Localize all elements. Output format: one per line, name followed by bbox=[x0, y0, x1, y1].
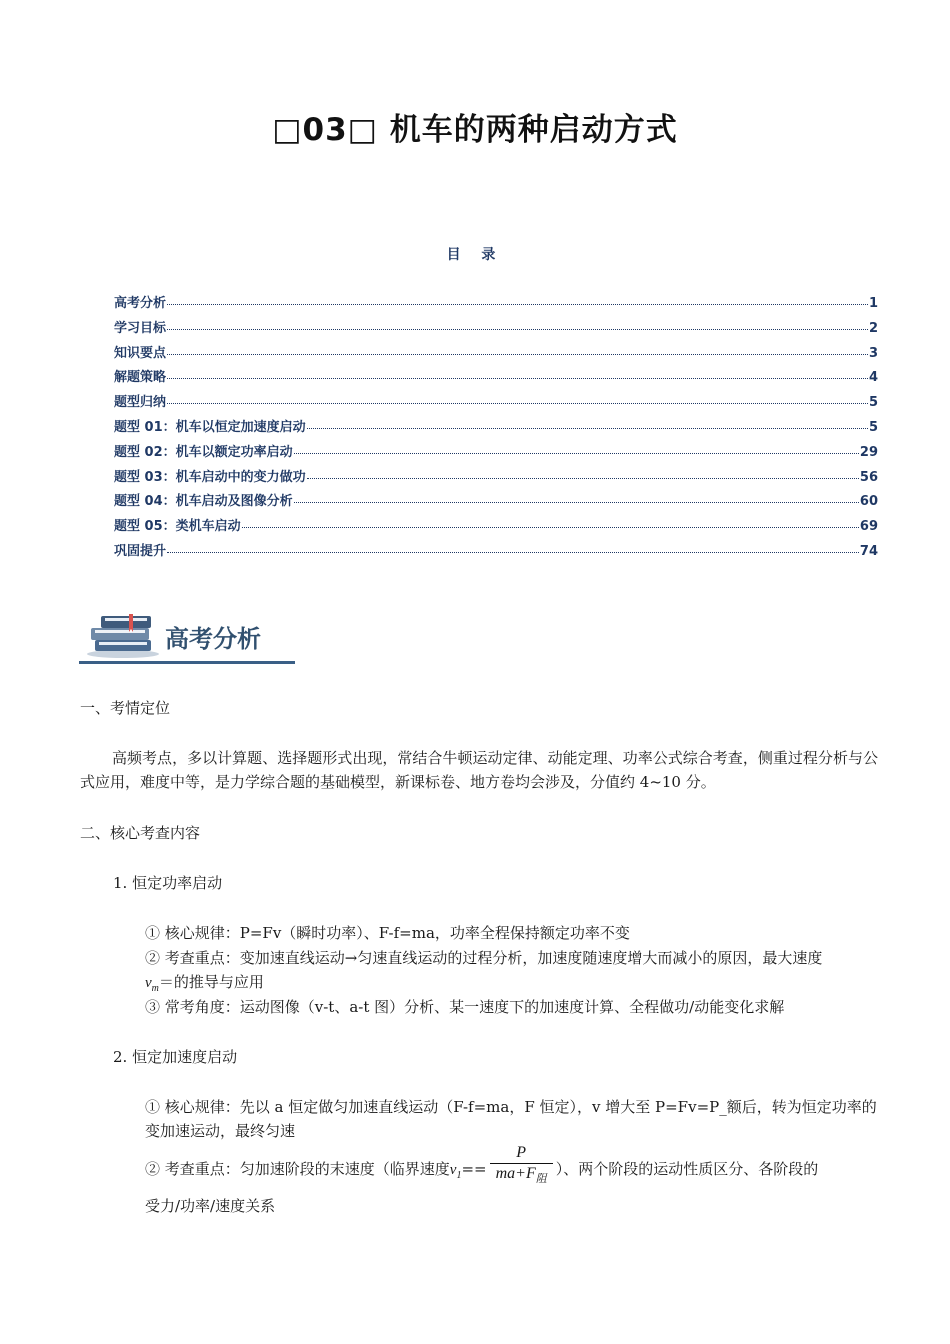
fraction-denominator-text: ma+F bbox=[495, 1165, 536, 1182]
fraction-denominator bbox=[490, 1163, 553, 1189]
list-item: ② 考查重点：变加速直线运动→匀速直线运动的过程分析，加速度随速度增大而减小的原因，最大速度 bbox=[145, 949, 823, 967]
toc-entry[interactable] bbox=[114, 515, 878, 540]
toc-entry-page[interactable]: 4 bbox=[868, 370, 878, 386]
toc-leader-dots bbox=[294, 491, 859, 503]
toc-entry[interactable] bbox=[114, 366, 878, 391]
toc-entry-label[interactable]: 学习目标 bbox=[114, 320, 167, 336]
toc-entry[interactable] bbox=[114, 441, 878, 466]
toc-leader-dots bbox=[167, 318, 868, 330]
toc-leader-dots bbox=[307, 467, 859, 479]
toc-leader-dots bbox=[167, 367, 868, 379]
toc-entry-label[interactable]: 巩固提升 bbox=[114, 543, 167, 559]
subsection-heading-2: 2. 恒定加速度启动 bbox=[113, 1048, 238, 1066]
list-item-text: ② 考查重点：匀加速阶段的末速度（临界速度 bbox=[145, 1160, 450, 1179]
toc-leader-dots bbox=[167, 541, 859, 553]
toc-entry[interactable] bbox=[114, 317, 878, 342]
toc-entry-page[interactable]: 1 bbox=[868, 296, 878, 311]
toc-entry-label[interactable]: 知识要点 bbox=[114, 345, 167, 361]
list-item-continuation: 受力/功率/速度关系 bbox=[145, 1197, 276, 1215]
toc-entry-page[interactable]: 69 bbox=[859, 519, 878, 535]
toc-entry-page[interactable]: 5 bbox=[868, 419, 878, 435]
section-banner bbox=[79, 610, 295, 664]
subsection-heading-1: 1. 恒定功率启动 bbox=[113, 874, 223, 892]
toc-entry[interactable] bbox=[114, 466, 878, 491]
books-icon bbox=[85, 610, 165, 660]
toc-leader-dots bbox=[242, 516, 859, 528]
toc-entry-label[interactable]: 题型 05：类机车启动 bbox=[114, 519, 241, 535]
list-item-text-post: ）、两个阶段的运动性质区分、各阶段的 bbox=[555, 1160, 819, 1179]
toc-entry[interactable] bbox=[114, 416, 878, 441]
toc-entry-label[interactable]: 题型 02：机车以额定功率启动 bbox=[114, 444, 293, 460]
toc-entry-page[interactable]: 2 bbox=[868, 320, 878, 336]
toc-entry-label[interactable]: 高考分析 bbox=[114, 296, 167, 311]
fraction-numerator: P bbox=[516, 1144, 527, 1161]
toc-leader-dots bbox=[307, 417, 868, 429]
toc-entry-label[interactable]: 题型 01：机车以恒定加速度启动 bbox=[114, 419, 306, 435]
toc-entry-page[interactable]: 56 bbox=[859, 469, 878, 485]
list-item-continuation-text: ＝的推导与应用 bbox=[158, 973, 264, 991]
toc-entry[interactable] bbox=[114, 292, 878, 317]
toc-leader-dots bbox=[167, 293, 868, 305]
list-item bbox=[145, 1144, 878, 1193]
section-heading-2: 二、核心考查内容 bbox=[80, 824, 201, 842]
section-heading-1: 一、考情定位 bbox=[80, 699, 171, 717]
critical-velocity-fraction bbox=[490, 1143, 553, 1189]
table-of-contents bbox=[114, 292, 878, 565]
list-item: ③ 常考角度：运动图像（v-t、a-t 图）分析、某一速度下的加速度计算、全程做功/动能变化求解 bbox=[145, 998, 785, 1016]
toc-entry[interactable] bbox=[114, 540, 878, 565]
toc-leader-dots bbox=[294, 442, 859, 454]
equals-sign: == bbox=[461, 1160, 487, 1179]
toc-entry-label[interactable]: 题型归纳 bbox=[114, 395, 167, 411]
banner-label: 高考分析 bbox=[165, 625, 261, 653]
toc-leader-dots bbox=[167, 343, 868, 355]
toc-entry-page[interactable]: 74 bbox=[859, 543, 878, 559]
list-item: ① 核心规律：P=Fv（瞬时功率）、F-f=ma，功率全程保持额定功率不变 bbox=[145, 924, 630, 942]
document-title: □03□ 机车的两种启动方式 bbox=[272, 112, 678, 148]
toc-entry-page[interactable]: 3 bbox=[868, 345, 878, 361]
toc-entry-page[interactable]: 5 bbox=[868, 395, 878, 411]
toc-entry-page[interactable]: 60 bbox=[859, 494, 878, 510]
toc-entry[interactable] bbox=[114, 342, 878, 367]
section-1-paragraph: 高频考点，多以计算题、选择题形式出现，常结合牛顿运动定律、动能定理、功率公式综合考查，侧重过程分析与公式应用，难度中等，是力学综合题的基础模型，新课标卷、地方卷均会涉及，分值约 4~10 分。 bbox=[80, 749, 878, 791]
vm-symbol: $v_m$ bbox=[145, 975, 159, 994]
toc-entry-label[interactable]: 题型 04：机车启动及图像分析 bbox=[114, 494, 293, 510]
toc-entry[interactable] bbox=[114, 490, 878, 515]
toc-entry-label[interactable]: 解题策略 bbox=[114, 370, 167, 386]
toc-entry[interactable] bbox=[114, 391, 878, 416]
list-item: ① 核心规律：先以 a 恒定做匀加速直线运动（F-f=ma，F 恒定），v 增大至 P=Fv=P_额后，转为恒定功率的变加速运动，最终匀速 bbox=[145, 1098, 877, 1140]
toc-entry-page[interactable]: 29 bbox=[859, 444, 878, 460]
v1-symbol: $v_1$ bbox=[449, 1162, 462, 1182]
toc-entry-label[interactable]: 题型 03：机车启动中的变力做功 bbox=[114, 469, 306, 485]
fraction-denominator-subscript: 阻 bbox=[535, 1173, 547, 1186]
toc-leader-dots bbox=[167, 392, 868, 404]
toc-heading: 目 录 bbox=[446, 247, 504, 263]
banner-underline bbox=[79, 661, 295, 664]
